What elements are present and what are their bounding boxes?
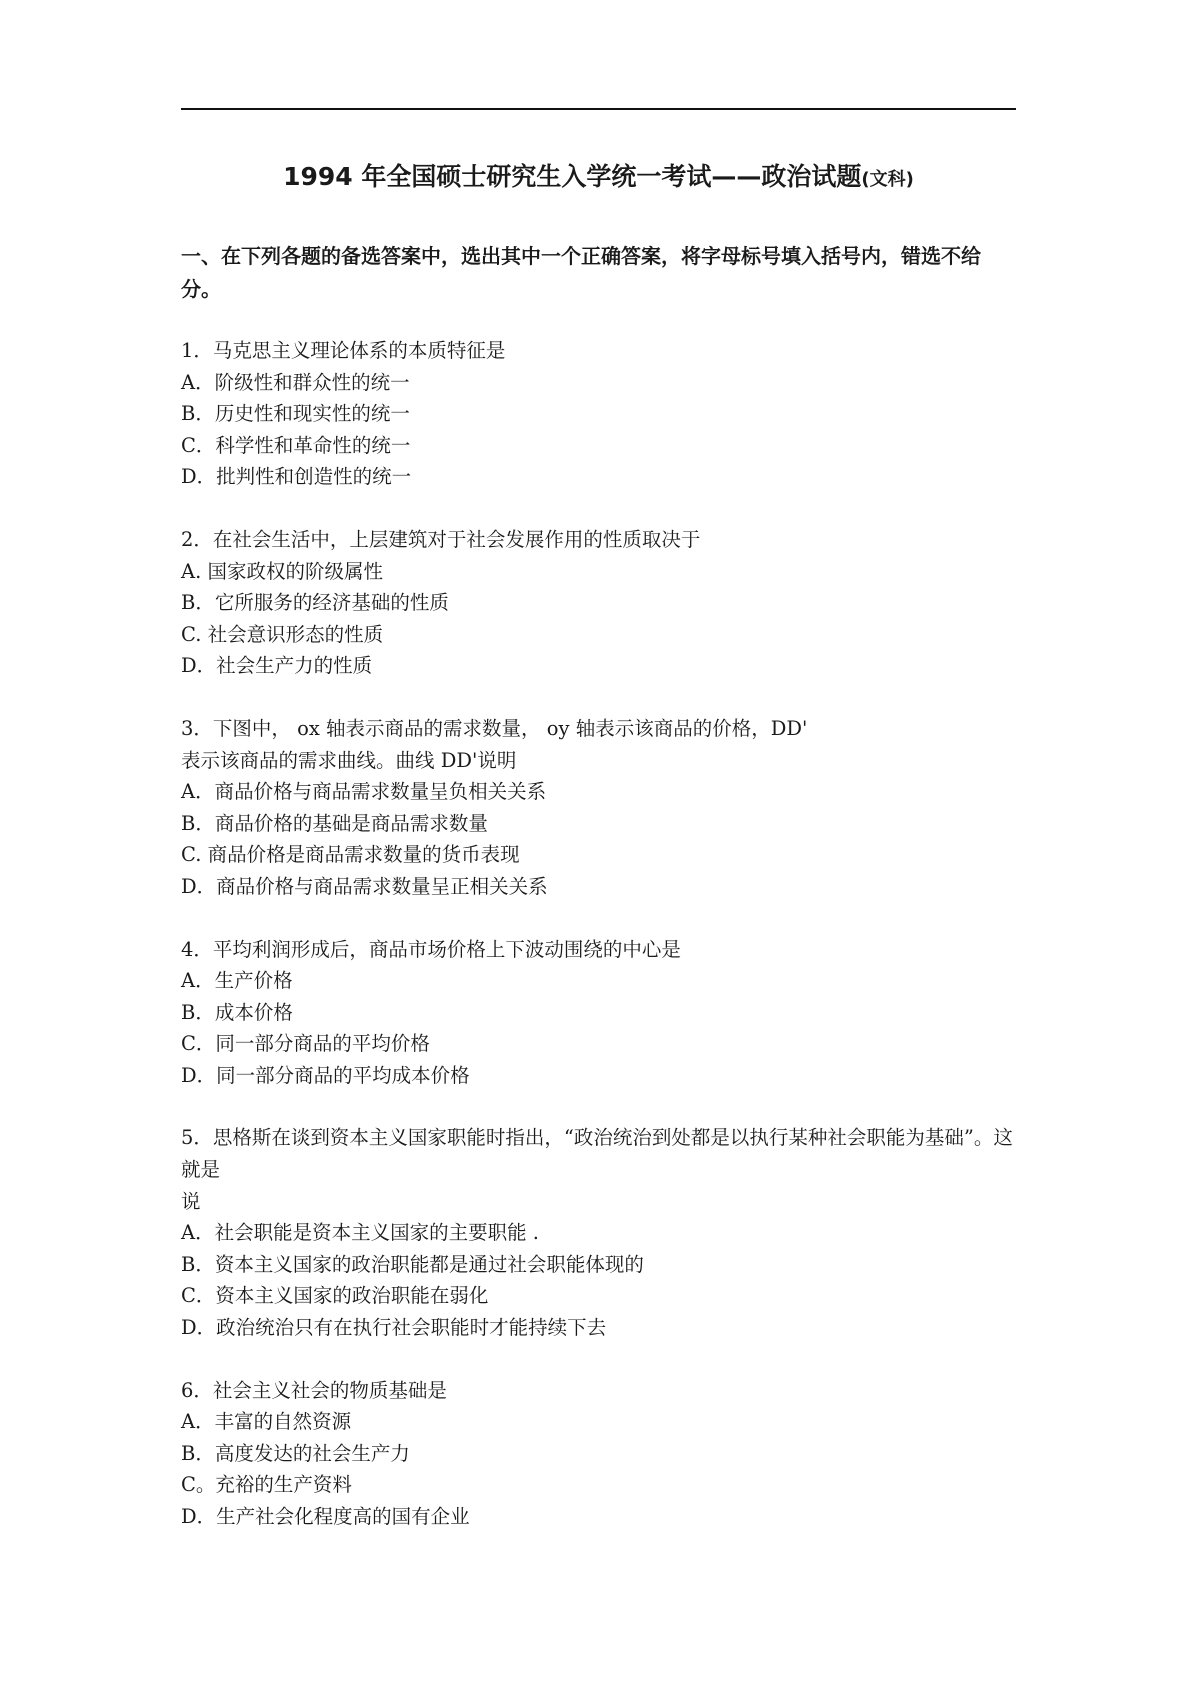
option-b: B．资本主义国家的政治职能都是通过社会职能体现的 bbox=[181, 1252, 644, 1276]
question-4 bbox=[181, 934, 1016, 1092]
question-stem: 2．在社会生活中，上层建筑对于社会发展作用的性质取决于 bbox=[181, 527, 701, 551]
option-d: D．同一部分商品的平均成本价格 bbox=[181, 1063, 470, 1087]
option-b: B．历史性和现实性的统一 bbox=[181, 402, 410, 426]
question-stem: 3．下图中， ox 轴表示商品的需求数量， oy 轴表示该商品的价格，DD' bbox=[181, 716, 808, 740]
option-c: C．资本主义国家的政治职能在弱化 bbox=[181, 1284, 489, 1308]
option-a: A．生产价格 bbox=[181, 969, 293, 993]
title-suffix: (文科) bbox=[861, 169, 914, 190]
option-a: A．社会职能是资本主义国家的主要职能 . bbox=[181, 1221, 539, 1245]
question-stem: 1．马克思主义理论体系的本质特征是 bbox=[181, 339, 506, 362]
option-a: A．阶级性和群众性的统一 bbox=[181, 370, 410, 394]
page-title bbox=[181, 160, 1016, 197]
option-d: D．社会生产力的性质 bbox=[181, 654, 373, 678]
question-6 bbox=[181, 1375, 1016, 1533]
question-stem: 4．平均利润形成后，商品市场价格上下波动围绕的中心是 bbox=[181, 937, 681, 961]
option-c: C．科学性和革命性的统一 bbox=[181, 433, 411, 457]
question-list bbox=[181, 335, 1016, 1564]
option-d: D．商品价格与商品需求数量呈正相关关系 bbox=[181, 874, 548, 898]
option-c: C．同一部分商品的平均价格 bbox=[181, 1032, 430, 1056]
question-stem-continued: 表示该商品的需求曲线。曲线 DD'说明 bbox=[181, 748, 517, 772]
question-stem: 5．思格斯在谈到资本主义国家职能时指出，“政治统治到处都是以执行某种社会职能为基础”。这就是 bbox=[181, 1126, 1013, 1182]
question-1 bbox=[181, 335, 1016, 493]
option-b: B．高度发达的社会生产力 bbox=[181, 1441, 410, 1465]
option-b: B．成本价格 bbox=[181, 1000, 293, 1024]
question-2 bbox=[181, 524, 1016, 682]
option-d: D．政治统治只有在执行社会职能时才能持续下去 bbox=[181, 1316, 607, 1340]
title-main: 1994 年全国硕士研究生入学统一考试——政治试题 bbox=[283, 162, 862, 191]
option-c: C. 社会意识形态的性质 bbox=[181, 622, 384, 646]
option-c: C. 商品价格是商品需求数量的货币表现 bbox=[181, 843, 520, 867]
option-a: A．商品价格与商品需求数量呈负相关关系 bbox=[181, 780, 547, 804]
section-instruction: 一、在下列各题的备选答案中，选出其中一个正确答案，将字母标号填入括号内，错选不给分。 bbox=[181, 244, 981, 301]
question-stem-continued: 说 bbox=[181, 1189, 201, 1213]
question-5 bbox=[181, 1122, 1016, 1343]
option-b: B．它所服务的经济基础的性质 bbox=[181, 591, 449, 615]
option-b: B．商品价格的基础是商品需求数量 bbox=[181, 811, 488, 835]
option-c: C。充裕的生产资料 bbox=[181, 1473, 352, 1497]
question-3 bbox=[181, 713, 1016, 903]
option-d: D．批判性和创造性的统一 bbox=[181, 465, 412, 489]
option-d: D．生产社会化程度高的国有企业 bbox=[181, 1505, 470, 1528]
option-a: A．丰富的自然资源 bbox=[181, 1410, 352, 1434]
option-a: A. 国家政权的阶级属性 bbox=[181, 559, 383, 583]
question-stem: 6．社会主义社会的物质基础是 bbox=[181, 1378, 447, 1402]
header-rule bbox=[181, 108, 1016, 110]
